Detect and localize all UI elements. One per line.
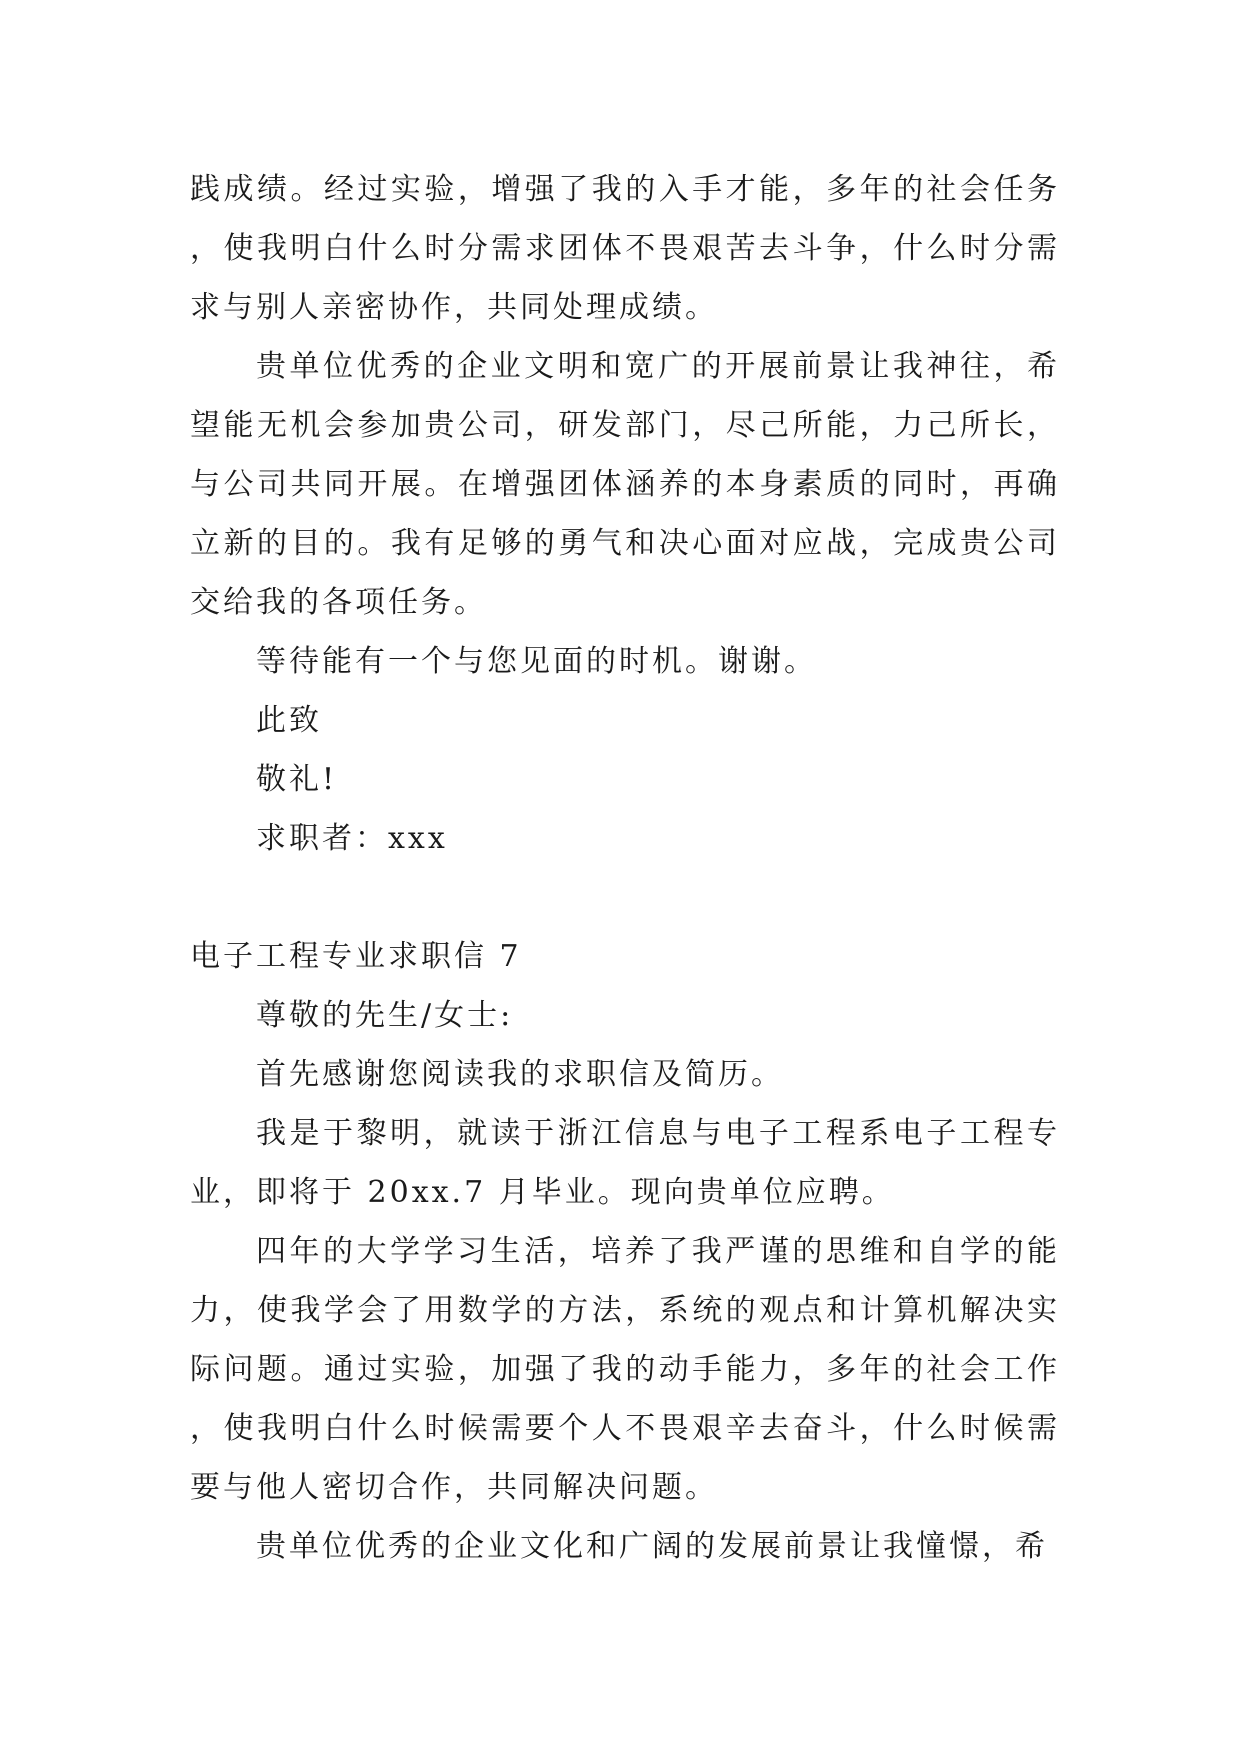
closing-line: 此致 [256,703,322,738]
signature-line: 求职者：xxx [256,821,448,856]
body-paragraph: 贵单位优秀的企业文化和广阔的发展前景让我憧憬，希 [256,1529,1048,1564]
salutation: 尊敬的先生/女士: [256,998,514,1033]
body-paragraph: 我是于黎明，就读于浙江信息与电子工程系电子工程专业，即将于 20xx.7 月毕业。现向贵单位应聘。 [190,1116,1060,1210]
continuation-paragraph: 践成绩。经过实验，增强了我的入手才能，多年的社会任务，使我明白什么时分需求团体不畏艰苦去斗争，什么时分需求与别人亲密协作，共同处理成绩。 [190,172,1060,325]
body-paragraph: 首先感谢您阅读我的求职信及简历。 [256,1057,784,1092]
section-title: 电子工程专业求职信 7 [190,939,522,974]
body-paragraph: 贵单位优秀的企业文明和宽广的开展前景让我神往，希望能无机会参加贵公司，研发部门，尽己所能，力己所长，与公司共同开展。在增强团体涵养的本身素质的同时，再确立新的目的。我有足够的勇气和决心面对应战，完成贵公司交给我的各项任务。 [190,349,1060,620]
closing-line: 敬礼! [256,762,338,797]
body-paragraph: 等待能有一个与您见面的时机。谢谢。 [256,644,817,679]
body-paragraph: 四年的大学学习生活，培养了我严谨的思维和自学的能力，使我学会了用数学的方法，系统的观点和计算机解决实际问题。通过实验，加强了我的动手能力，多年的社会工作，使我明白什么时候需要个人不畏艰辛去奋斗，什么时候需要与他人密切合作，共同解决问题。 [190,1234,1060,1505]
document-body [190,160,1060,1576]
